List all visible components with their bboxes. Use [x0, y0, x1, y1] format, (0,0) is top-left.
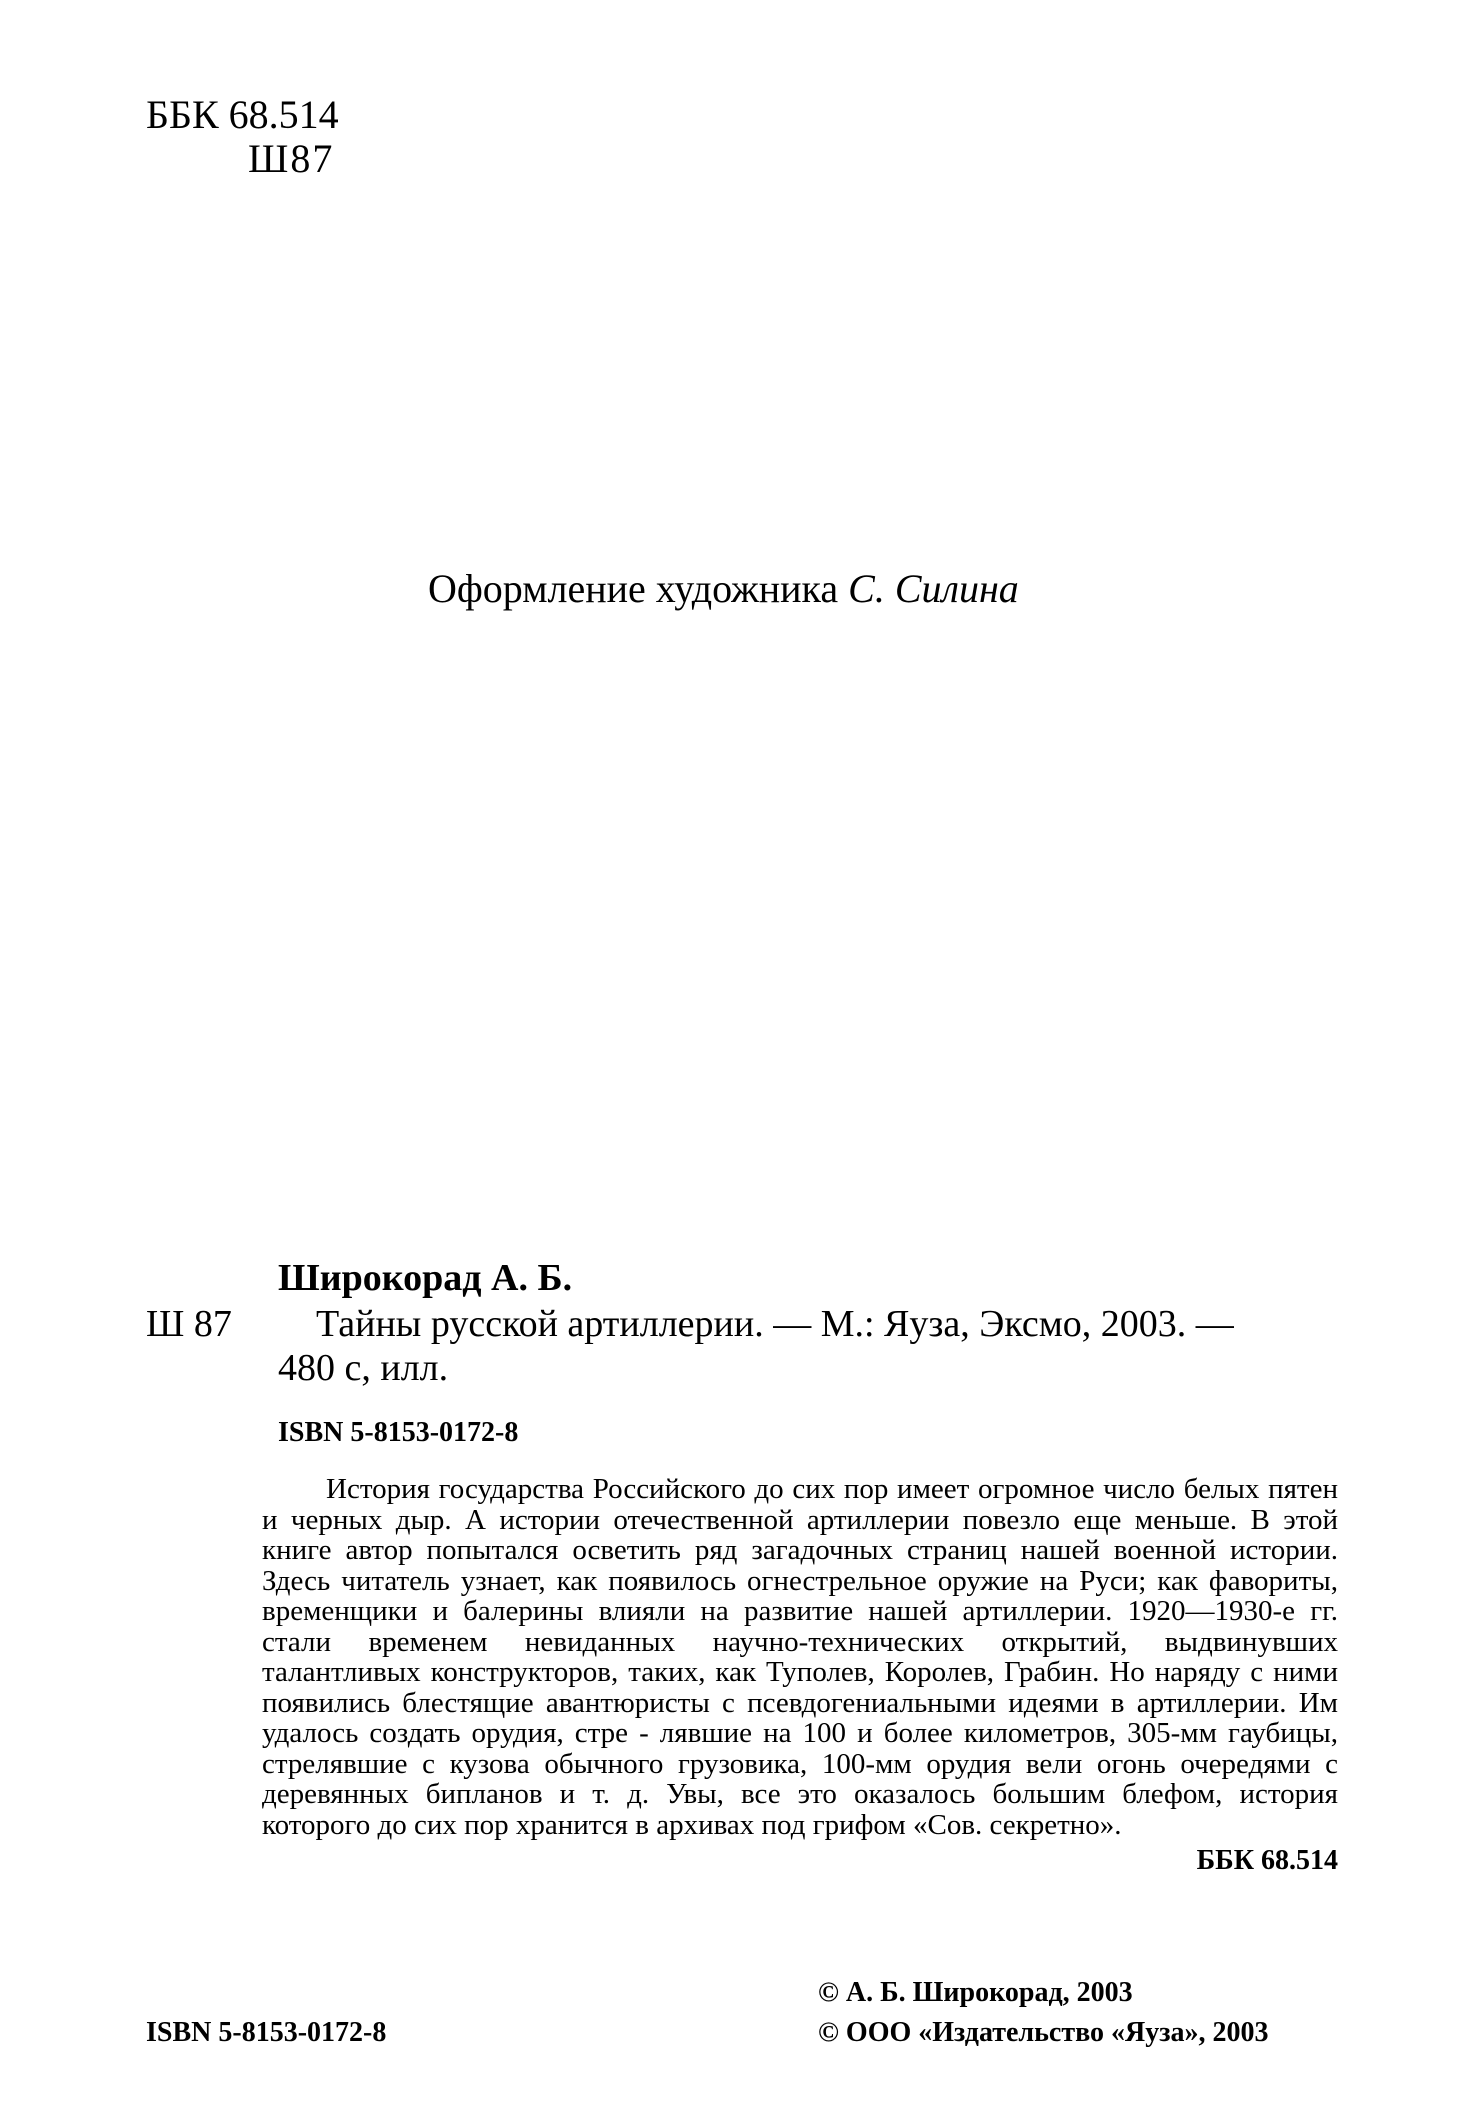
design-credit [428, 566, 1019, 612]
bibliographic-title-line: Тайны русской артиллерии. — М.: Яуза, Эксмо, 2003. — [316, 1303, 1234, 1345]
copyright-author: © А. Б. Широкорад, 2003 [818, 1977, 1133, 2008]
bbk-code-top: ББК 68.514 [146, 92, 339, 137]
bibliographic-pages-line: 480 с, илл. [278, 1347, 449, 1389]
bbk-code-bottom: ББК 68.514 [1196, 1845, 1338, 1876]
design-credit-prefix: Оформление художника [428, 566, 839, 611]
catalog-code: Ш 87 [146, 1303, 232, 1345]
isbn-footer: ISBN 5-8153-0172-8 [146, 2017, 387, 2048]
author-heading: Широкорад А. Б. [278, 1257, 573, 1299]
annotation-paragraph: История государства Российского до сих пор имеет огромное число белых пятен и черных дыр. А истории отечественной артиллерии повезло еще меньше. В этой книге автор попытался осветить ряд загадочных страниц нашей военной истории. Здесь читатель узнает, как появилось огнестрельное оружие на Руси; как фавориты, временщики и балерины влияли на развитие нашей артиллерии. 1920—1930-е гг. стали временем невиданных научно-технических открытий, выдвинувших талантливых конструкторов, таких, как Туполев, Королев, Грабин. Но наряду с ними появились блестящие авантюристы с псевдогениальными идеями в артиллерии. Им удалось создать орудия, стре - лявшие на 100 и более километров, 305-мм гаубицы, стрелявшие с кузова обычного грузовика, 100-мм орудия вели огонь очередями с деревянных бипланов и т. д. Увы, все это оказалось большим блефом, история которого до сих пор хранится в архивах под грифом «Сов. секретно». [262, 1473, 1338, 1841]
design-credit-artist: С. Силина [848, 566, 1019, 611]
copyright-publisher: © ООО «Издательство «Яуза», 2003 [818, 2017, 1269, 2048]
isbn-record: ISBN 5-8153-0172-8 [278, 1417, 519, 1448]
author-mark-top: Ш87 [248, 136, 335, 181]
